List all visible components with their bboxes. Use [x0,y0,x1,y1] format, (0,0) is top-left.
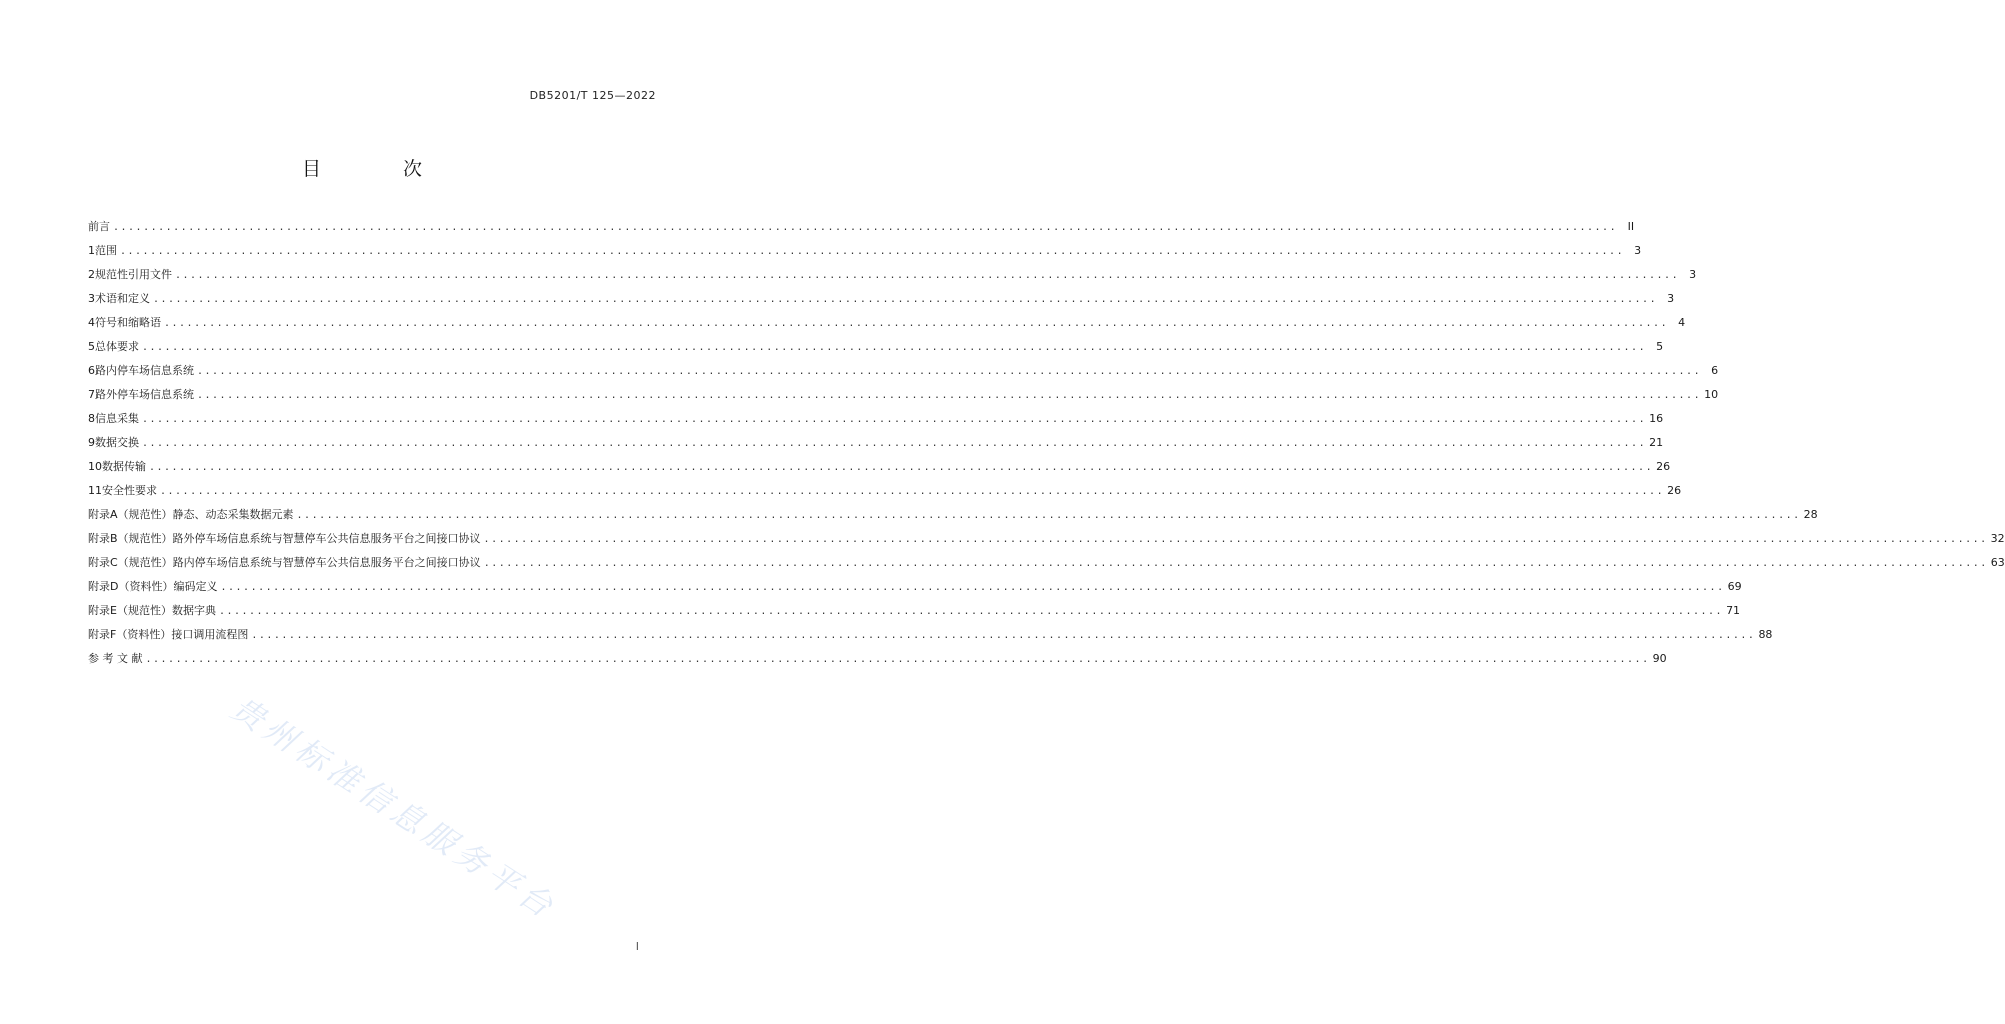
toc-leader-dots: ........................................................................................................................................................................................................ [218,606,1724,617]
toc-entry[interactable] [88,219,1635,243]
toc-leader-dots: ........................................................................................................................................................................................................ [153,294,1658,305]
toc-entry[interactable] [88,507,1818,531]
toc-entry-label: 信息采集 [95,412,139,425]
toc-entry[interactable] [88,243,1642,267]
table-of-contents [88,219,2005,675]
toc-entry-number: 1 [88,244,95,257]
toc-entry[interactable] [88,435,1664,459]
toc-leader-dots: ........................................................................................................................................................................................................ [142,342,1647,353]
toc-entry[interactable] [88,459,1671,483]
toc-entry-page: 88 [1758,628,1773,641]
toc-leader-dots: ........................................................................................................................................................................................................ [483,558,1988,569]
toc-entry-page: 69 [1727,580,1742,593]
toc-entry-number: 附录D（资料性） [88,580,174,593]
toc-leader-dots: ........................................................................................................................................................................................................ [483,534,1988,545]
toc-leader-dots: ........................................................................................................................................................................................................ [296,510,1801,521]
toc-entry-page: 4 [1678,316,1686,329]
toc-entry-number: 附录A（规范性） [88,508,173,521]
toc-entry-page: 3 [1689,268,1697,281]
toc-entry-number: 5 [88,340,95,353]
toc-entry[interactable] [88,603,1741,627]
toc-entry-label: 前言 [88,220,110,233]
watermark: 贵州标准信息服务平台 [224,688,564,928]
toc-leader-dots: ........................................................................................................................................................................................................ [197,366,1702,377]
document-code: DB5201/T 125—2022 [529,89,656,102]
toc-entry-label: 接口调用流程图 [171,628,249,641]
toc-entry-label: 符号和缩略语 [95,316,161,329]
toc-entry-page: 32 [1990,532,2005,545]
toc-entry-number: 附录B（规范性） [88,532,173,545]
toc-entry-number: 2 [88,268,95,281]
page-number: I [635,940,639,953]
toc-leader-dots: ........................................................................................................................................................................................................ [142,414,1647,425]
toc-entry-page: 90 [1652,652,1667,665]
toc-entry-number: 7 [88,388,95,401]
toc-entry-number: 附录F（资料性） [88,628,172,641]
toc-entry-number: 11 [88,484,102,497]
toc-entry-label: 路内停车场信息系统与智慧停车公共信息服务平台之间接口协议 [172,556,481,569]
toc-entry-page: 10 [1704,388,1719,401]
toc-entry-number: 8 [88,412,95,425]
toc-entry[interactable] [88,339,1664,363]
toc-entry[interactable] [88,267,1697,291]
toc-leader-dots: ........................................................................................................................................................................................................ [113,222,1618,233]
toc-entry[interactable] [88,387,1719,411]
toc-entry-page: 3 [1634,244,1642,257]
toc-leader-dots: ........................................................................................................................................................................................................ [220,582,1725,593]
toc-leader-dots: ........................................................................................................................................................................................................ [145,654,1650,665]
toc-entry[interactable] [88,651,1667,675]
toc-entry[interactable] [88,555,2005,579]
toc-leader-dots: ........................................................................................................................................................................................................ [120,246,1625,257]
toc-entry-label: 参 考 文 献 [88,652,143,665]
toc-leader-dots: ........................................................................................................................................................................................................ [175,270,1680,281]
toc-entry-number: 3 [88,292,95,305]
toc-entry[interactable] [88,315,1686,339]
toc-leader-dots: ........................................................................................................................................................................................................ [197,390,1702,401]
toc-entry-page: 71 [1726,604,1741,617]
toc-leader-dots: ........................................................................................................................................................................................................ [142,438,1647,449]
toc-entry-label: 编码定义 [173,580,218,593]
toc-entry-label: 安全性要求 [102,484,157,497]
toc-entry-label: 数据字典 [171,604,216,617]
toc-entry-page: 3 [1667,292,1675,305]
toc-entry-label: 静态、动态采集数据元素 [172,508,294,521]
toc-entry-page: 26 [1656,460,1671,473]
toc-entry-label: 数据传输 [102,460,146,473]
toc-entry-number: 4 [88,316,95,329]
toc-leader-dots: ........................................................................................................................................................................................................ [149,462,1654,473]
toc-entry-label: 术语和定义 [95,292,150,305]
toc-entry-label: 路外停车场信息系统与智慧停车公共信息服务平台之间接口协议 [172,532,481,545]
toc-entry[interactable] [88,291,1675,315]
toc-entry[interactable] [88,579,1742,603]
toc-entry[interactable] [88,531,2005,555]
toc-leader-dots: ........................................................................................................................................................................................................ [251,630,1756,641]
toc-entry-label: 总体要求 [95,340,139,353]
toc-entry-label: 路外停车场信息系统 [95,388,194,401]
toc-entry-page: 5 [1656,340,1664,353]
toc-entry-page: 26 [1667,484,1682,497]
toc-entry-label: 范围 [95,244,117,257]
toc-entry-number: 6 [88,364,95,377]
toc-entry[interactable] [88,627,1773,651]
toc-leader-dots: ........................................................................................................................................................................................................ [164,318,1669,329]
toc-entry-number: 10 [88,460,102,473]
toc-entry-page: 63 [1990,556,2005,569]
toc-entry-page: 6 [1711,364,1719,377]
toc-entry-page: 21 [1649,436,1664,449]
toc-entry-label: 规范性引用文件 [95,268,172,281]
toc-entry-page: 28 [1803,508,1818,521]
toc-leader-dots: ........................................................................................................................................................................................................ [160,486,1665,497]
toc-entry[interactable] [88,411,1664,435]
toc-entry-label: 数据交换 [95,436,139,449]
toc-entry-number: 附录E（规范性） [88,604,172,617]
toc-entry-number: 附录C（规范性） [88,556,173,569]
toc-title: 目 次 [301,158,461,180]
toc-entry[interactable] [88,483,1682,507]
toc-entry[interactable] [88,363,1719,387]
toc-entry-label: 路内停车场信息系统 [95,364,194,377]
toc-entry-page: 16 [1649,412,1664,425]
toc-entry-page: II [1627,220,1635,233]
toc-entry-number: 9 [88,436,95,449]
